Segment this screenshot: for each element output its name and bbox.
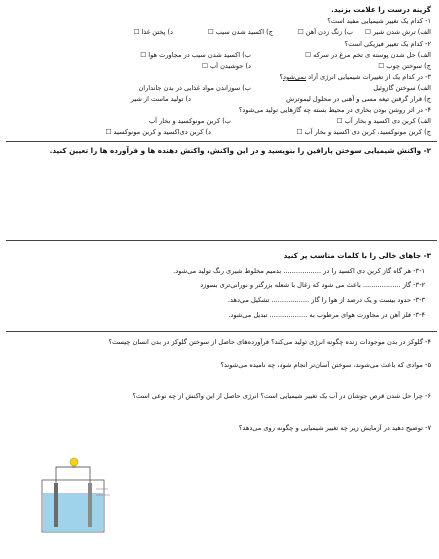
q1-2-option-d[interactable]: د) جوشیدن آب ☐ [201, 62, 251, 70]
q1-heading: گزینه درست را علامت بزنید. [331, 5, 431, 14]
q1-4-option-d[interactable]: د) کربن دی‌اکسید و کربن مونوکسید ☐ [105, 128, 211, 136]
q1-3-question [6, 73, 431, 82]
q1-1-option-b[interactable]: ب) زنگ زدن آهن ☐ [297, 28, 353, 36]
solution [43, 493, 103, 531]
q1-2-option-a[interactable]: الف) حل شدن پوسته ی تخم مرغ در سرکه ☐ [305, 51, 431, 59]
q1-2-option-b[interactable]: ب) اکسید شدن سیب در مجاورت هوا ☐ [140, 51, 251, 59]
q1-3-option-c[interactable]: ج) قرار گرفتن تیغه مسی و آهنی در محلول لیموترش [286, 95, 431, 103]
wire-right [76, 467, 90, 485]
q3-heading: ۳- جاهای خالی را با کلمات مناسب پر کنید [283, 251, 431, 260]
q1-4-option-a[interactable]: الف) کربن دی اکسید و بخار آب ☐ [336, 117, 431, 125]
q1-3-option-d[interactable]: د) تولید ماست از شیر [130, 95, 191, 103]
q3-item-3: ۳-۳- حدود بیست و یک درصد از هوا را گاز .................. تشکیل می‌دهد. [227, 296, 425, 304]
q3-item-2: ۳-۲- گاز .................. باعث می شود که زغال با شعله بزرگتر و نورانی‌تری بسوزد [200, 281, 425, 289]
electrode-left [54, 483, 58, 527]
q1-4-options-row1 [6, 117, 431, 126]
q1-1-option-d[interactable]: د) پختن غذا ☐ [133, 28, 173, 36]
q1-1-options [6, 28, 431, 37]
divider-3 [6, 331, 437, 332]
q1-1-option-a[interactable]: الف) ترش شدن شیر ☐ [364, 28, 431, 36]
q6-question: ۶- چرا حل شدن قرص جوشان در آب یک تغییر شیمیایی است؟ انرژی حاصل از این واکنش از چه نوعی است؟ [132, 392, 431, 400]
experiment-diagram [36, 455, 126, 535]
q1-3-option-a[interactable]: الف) سوختن گازوئیل [373, 84, 431, 92]
q5-question: ۵- موادی که باعث می‌شوند، سوختن آسان‌تر انجام شود، چه نامیده می‌شوند؟ [220, 361, 431, 369]
q1-2-question: ۲- کدام یک تغییر فیزیکی است؟ [344, 40, 431, 48]
q1-2-options-row2 [6, 62, 431, 71]
q1-3-question-underlined: نمی‌شود [283, 73, 307, 81]
q1-2-option-c[interactable]: ج) سوختن چوب ☐ [378, 62, 431, 70]
q2-question: ۲- واکنش شیمیایی سوختن پارافین را بنویسید و در این واکنش، واکنش دهنده ها و فرآورده ها را تعیین کنید. [49, 146, 431, 155]
q1-3-option-b[interactable]: ب) سوزاندن مواد غذایی در بدن جانداران [138, 84, 251, 92]
divider-2 [6, 240, 437, 241]
q1-3-options-row1 [6, 84, 431, 93]
q1-4-option-b[interactable]: ب) کربن مونوکسید و بخار آب [148, 117, 231, 125]
bulb-icon [70, 458, 78, 466]
q1-1-question: ۱- کدام یک تغییر شیمیایی مفید است؟ [327, 17, 431, 25]
q1-3-question-prefix: ۳- در کدام یک از تغییرات شیمیایی انرژی آزاد [306, 73, 431, 81]
bulb-base [72, 466, 76, 469]
q1-4-option-c[interactable]: ج) کربن مونوکسید، کربن دی اکسید و بخار آب ☐ [296, 128, 431, 136]
electrode-right [88, 483, 92, 527]
q1-4-question: ۴- در اثر روشن بودن بخاری در محیط بسته چه گازهایی تولید می‌شود؟ [238, 106, 431, 114]
wire-left [56, 467, 72, 485]
q3-item-4: ۳-۴- فلز آهن در مجاورت هوای مرطوب به .................. تبدیل می‌شود. [228, 311, 425, 319]
q7-question: ۷- توضیح دهید در آزمایش زیر چه تغییر شیمیایی و چگونه روی می‌دهد؟ [238, 424, 431, 432]
divider-1 [6, 141, 437, 142]
q1-4-options-row2 [6, 128, 431, 137]
q1-3-options-row2 [6, 95, 431, 104]
q1-1-option-c[interactable]: ج) اکسید شدن سیب ☐ [207, 28, 273, 36]
q1-2-options-row1 [6, 51, 431, 60]
q4-question: ۴- گلوکز در بدن موجودات زنده چگونه انرژی تولید می‌کند؟ فرآورده‌های حاصل از سوختن گلوکز در بدن انسان چیست؟ [108, 338, 431, 346]
q3-item-1: ۳-۱- هر گاه گاز کربن دی اکسید را در .................. بدمیم مخلوط شیری رنگ تولید می‌شود. [173, 267, 425, 275]
q1-3-question-suffix: ؟ [279, 73, 284, 81]
